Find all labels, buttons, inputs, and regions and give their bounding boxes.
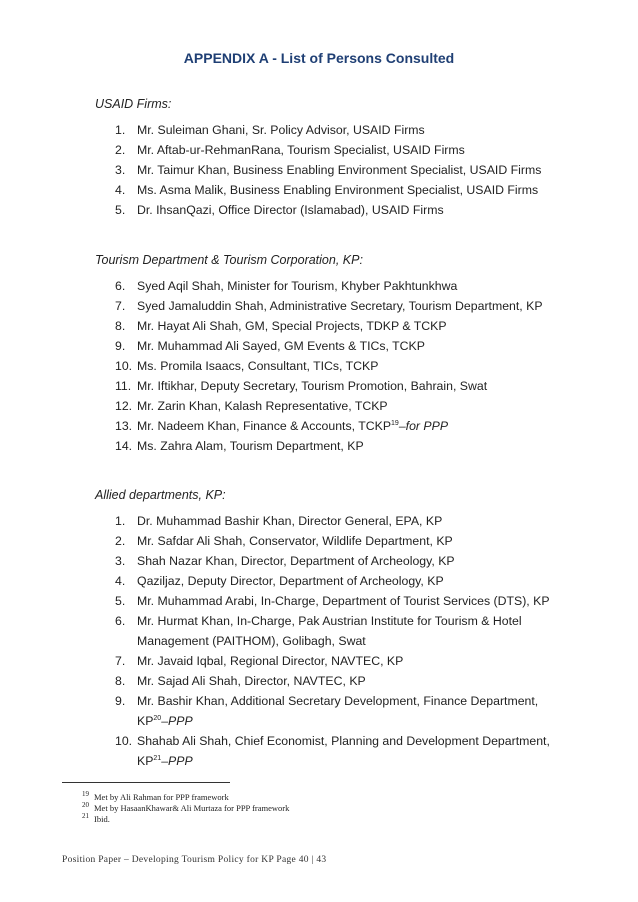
item-suffix: –for PPP [398,419,449,433]
footnote [82,792,289,803]
list-item [115,160,541,180]
item-text-line [137,163,541,177]
item-text: Mr. Nadeem Khan, Finance & Accounts, TCKP [137,419,392,433]
item-text-line [137,674,366,688]
item-text: Mr. Javaid Iqbal, Regional Director, NAVTEC, KP [137,654,404,668]
item-number: 8. [115,674,126,688]
item-text: Mr. Aftab-ur-RehmanRana, Tourism Specialist, USAID Firms [137,143,465,157]
item-number: 6. [115,279,126,293]
list-item [115,691,550,731]
list-item [115,316,543,336]
item-text: Dr. IhsanQazi, Office Director (Islamabad), USAID Firms [137,203,444,217]
item-text: Mr. Zarin Khan, Kalash Representative, TCKP [137,399,388,413]
item-number: 8. [115,319,126,333]
item-continuation [137,751,550,771]
item-number: 4. [115,183,126,197]
list-item [115,551,550,571]
list-item [115,651,550,671]
item-text: Mr. Hayat Ali Shah, GM, Special Projects, TDKP & TCKP [137,319,447,333]
section-label-allied: Allied departments, KP: [95,488,226,502]
footnote-text: Met by Ali Rahman for PPP framework [94,792,229,802]
footnote-ref[interactable]: 21 [153,754,162,762]
footnote-divider [62,782,230,783]
item-suffix: –PPP [161,754,193,768]
item-text: Mr. Muhammad Ali Sayed, GM Events & TICs, TCKP [137,339,425,353]
item-text: Ms. Promila Isaacs, Consultant, TICs, TCKP [137,359,379,373]
item-text: Ms. Zahra Alam, Tourism Department, KP [137,439,364,453]
item-text: Mr. Suleiman Ghani, Sr. Policy Advisor, USAID Firms [137,123,425,137]
list-item [115,376,543,396]
item-text-line [137,734,550,748]
item-number: 4. [115,574,126,588]
list-item [115,356,543,376]
item-text-line [137,439,364,453]
item-text-line [137,339,425,353]
list-item [115,120,541,140]
footnote-text: Ibid. [94,814,110,824]
list-item [115,511,550,531]
footnote-text: Met by HasaanKhawar& Ali Murtaza for PPP framework [94,803,290,813]
item-text-line [137,574,444,588]
tourism-list [115,276,543,456]
item-text-line [137,203,444,217]
item-number: 2. [115,143,126,157]
item-text-line [137,594,550,608]
item-number: 9. [115,694,126,708]
item-text-line [137,399,388,413]
item-text-line [137,534,453,548]
item-text-line [137,359,378,373]
item-number: 10. [115,734,133,748]
item-continuation [137,631,550,651]
list-item [115,296,543,316]
item-text: Mr. Hurmat Khan, In-Charge, Pak Austrian Institute for Tourism & Hotel [137,614,522,628]
item-continuation-text: KP [137,754,154,768]
item-text: Syed Jamaluddin Shah, Administrative Secretary, Tourism Department, KP [137,299,543,313]
item-text-line [137,694,538,708]
footnote-number: 21 [82,812,89,820]
item-number: 11. [115,379,132,393]
list-item [115,531,550,551]
item-number: 5. [115,203,126,217]
item-text-line [137,299,543,313]
item-text: Mr. Iftikhar, Deputy Secretary, Tourism Promotion, Bahrain, Swat [137,379,488,393]
item-text-line [137,319,447,333]
item-text-line [137,614,522,628]
footnote-number: 20 [82,801,89,809]
list-item [115,416,543,436]
item-text-line [137,554,455,568]
item-number: 1. [115,514,126,528]
page-title: APPENDIX A - List of Persons Consulted [183,50,455,66]
item-number: 3. [115,554,126,568]
footnote-ref[interactable]: 19 [391,419,399,427]
footnote [82,803,289,814]
page-footer: Position Paper – Developing Tourism Policy for KP Page 40 | 43 [62,855,327,865]
footnote [82,814,289,825]
list-item [115,731,550,771]
item-number: 1. [115,123,126,137]
footnote-ref[interactable]: 20 [153,714,162,722]
item-text: Syed Aqil Shah, Minister for Tourism, Khyber Pakhtunkhwa [137,279,458,293]
list-item [115,436,543,456]
list-item [115,591,550,611]
item-text: Qaziljaz, Deputy Director, Department of Archeology, KP [137,574,444,588]
section-label-tourism: Tourism Department & Tourism Corporation, KP: [95,253,363,267]
list-item [115,336,543,356]
item-text: Mr. Safdar Ali Shah, Conservator, Wildlife Department, KP [137,534,453,548]
list-item [115,671,550,691]
list-item [115,200,541,220]
item-continuation-text: Management (PAITHOM), Golibagh, Swat [137,634,366,648]
list-item [115,396,543,416]
allied-list [115,511,550,771]
item-text: Shahab Ali Shah, Chief Economist, Planning and Development Department, [137,734,550,748]
item-suffix: –PPP [161,714,193,728]
item-text: Shah Nazar Khan, Director, Department of Archeology, KP [137,554,455,568]
item-text-line [137,419,448,433]
item-text-line [137,279,457,293]
item-number: 10. [115,359,133,373]
item-text-line [137,183,538,197]
item-continuation [137,711,550,731]
footnotes [82,792,289,825]
item-text: Mr. Muhammad Arabi, In-Charge, Department of Tourist Services (DTS), KP [137,594,550,608]
item-text: Mr. Sajad Ali Shah, Director, NAVTEC, KP [137,674,366,688]
item-number: 14. [115,439,133,453]
list-item [115,611,550,651]
item-number: 12. [115,399,133,413]
item-continuation-text: KP [137,714,154,728]
item-text-line [137,379,487,393]
item-text-line [137,514,442,528]
item-number: 2. [115,534,126,548]
item-text: Dr. Muhammad Bashir Khan, Director General, EPA, KP [137,514,443,528]
item-number: 3. [115,163,126,177]
section-label-usaid: USAID Firms: [95,97,172,111]
item-number: 13. [115,419,133,433]
item-text-line [137,143,465,157]
item-text-line [137,654,403,668]
list-item [115,140,541,160]
item-text: Mr. Taimur Khan, Business Enabling Environment Specialist, USAID Firms [137,163,542,177]
usaid-list [115,120,541,220]
item-text: Mr. Bashir Khan, Additional Secretary Development, Finance Department, [137,694,539,708]
item-number: 7. [115,654,126,668]
item-number: 7. [115,299,126,313]
item-number: 9. [115,339,126,353]
item-number: 5. [115,594,126,608]
footnote-number: 19 [82,790,89,798]
list-item [115,276,543,296]
item-text: Ms. Asma Malik, Business Enabling Environment Specialist, USAID Firms [137,183,539,197]
list-item [115,180,541,200]
item-number: 6. [115,614,126,628]
item-text-line [137,123,425,137]
list-item [115,571,550,591]
